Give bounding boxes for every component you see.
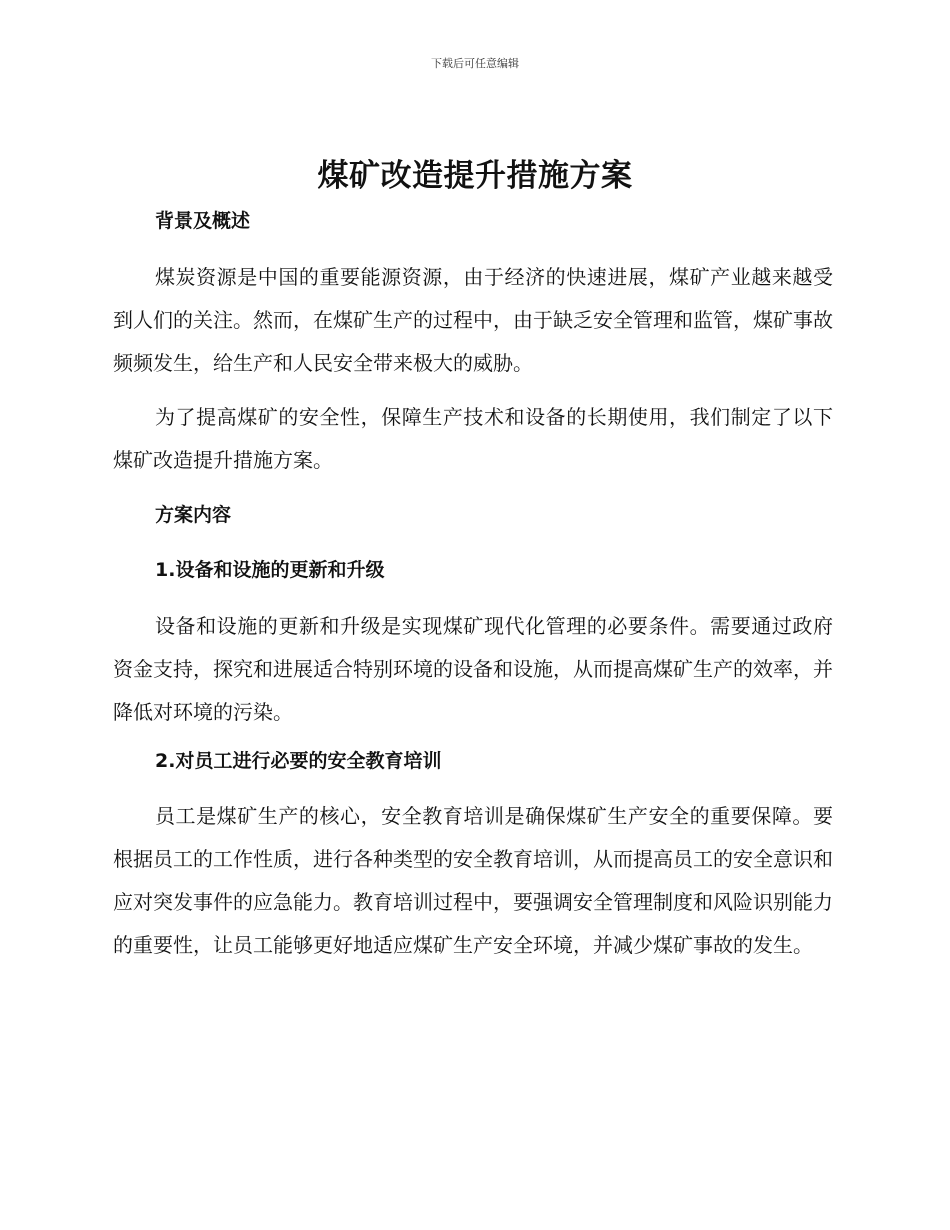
section-heading-plan: 方案内容 xyxy=(155,504,232,526)
item-heading-equipment: 1.设备和设施的更新和升级 xyxy=(155,559,385,581)
paragraph-training: 员工是煤矿生产的核心，安全教育培训是确保煤矿生产安全的重要保障。要根据员工的工作性质，进行各种类型的安全教育培训，从而提高员工的安全意识和应对突发事件的应急能力。教育培训过程中，要强调安全管理制度和风险识别能力的重要性，让员工能够更好地适应煤矿生产安全环境，并减少煤矿事故的发生。 xyxy=(113,804,833,957)
header-note: 下载后可任意编辑 xyxy=(431,57,519,70)
section-heading-background: 背景及概述 xyxy=(155,210,251,232)
item-heading-training: 2.对员工进行必要的安全教育培训 xyxy=(155,750,442,772)
document-title: 煤矿改造提升措施方案 xyxy=(317,158,633,194)
paragraph-equipment: 设备和设施的更新和升级是实现煤矿现代化管理的必要条件。需要通过政府资金支持，探究和进展适合特别环境的设备和设施，从而提高煤矿生产的效率，并降低对环境的污染。 xyxy=(113,614,833,724)
paragraph-background-2: 为了提高煤矿的安全性，保障生产技术和设备的长期使用，我们制定了以下煤矿改造提升措施方案。 xyxy=(113,405,833,472)
paragraph-background-1: 煤炭资源是中国的重要能源资源，由于经济的快速进展，煤矿产业越来越受到人们的关注。然而，在煤矿生产的过程中，由于缺乏安全管理和监管，煤矿事故频频发生，给生产和人民安全带来极大的威胁。 xyxy=(113,265,833,375)
document-body xyxy=(113,200,833,967)
